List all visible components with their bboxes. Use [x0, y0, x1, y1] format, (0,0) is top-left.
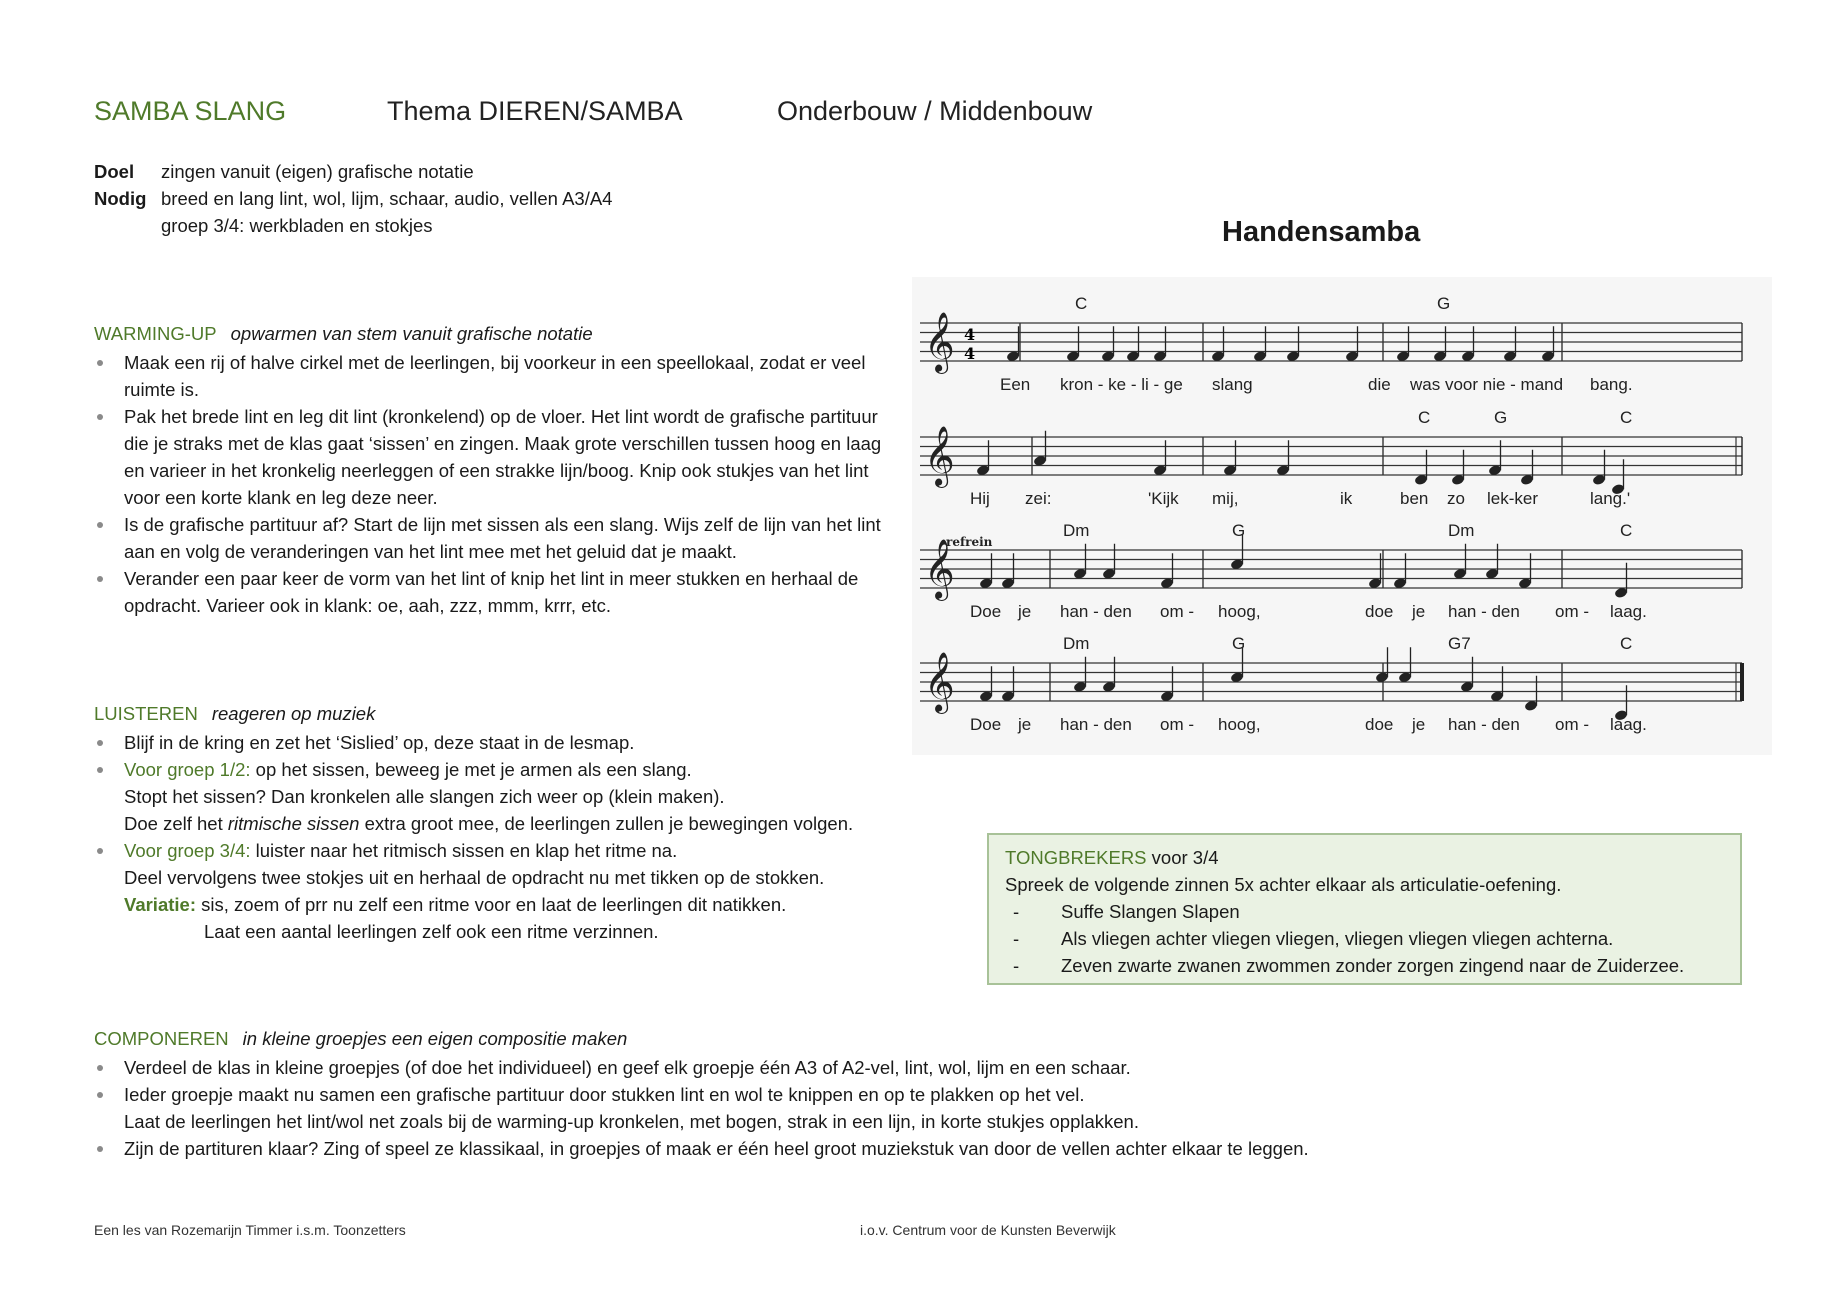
nodig-value-2: groep 3/4: werkbladen en stokjes	[161, 215, 433, 236]
list-item-line: Deel vervolgens twee stokjes uit en herhaal de opdracht nu met tikken op de stokken.	[124, 867, 825, 888]
dash-bullet: -	[1013, 901, 1020, 922]
lyric: laag.	[1610, 715, 1647, 734]
list-item-text: luister naar het ritmisch sissen en klap het ritme na.	[250, 840, 678, 861]
variatie-text: sis, zoem of prr nu zelf een ritme voor en laat de leerlingen dit natikken.	[196, 894, 787, 915]
tongbrekers-box	[987, 833, 1742, 985]
lyric: mij,	[1212, 489, 1239, 508]
list-item	[1005, 925, 1724, 952]
list-item: Maak een rij of halve cirkel met de leerlingen, bij voorkeur in een speellokaal, zodat er veel ruimte is.	[94, 349, 894, 403]
list-item	[94, 837, 994, 864]
lyric: om -	[1160, 715, 1194, 734]
lyric: laag.	[1610, 602, 1647, 621]
warmup-subheading: opwarmen van stem vanuit grafische notatie	[230, 323, 593, 344]
list-item-line: Laat de leerlingen het lint/wol net zoals bij de warming-up kronkelen, met bogen, strak in een lijn, in korte stukjes opplakken.	[124, 1111, 1139, 1132]
chord-symbol: G	[1232, 634, 1246, 653]
doel-label: Doel	[94, 161, 135, 182]
lyric: zo	[1447, 489, 1465, 508]
text-part: Doe zelf het	[124, 813, 228, 834]
lyric: Doe	[970, 602, 1002, 621]
lyric: doe	[1365, 715, 1394, 734]
lyric: lang.'	[1590, 489, 1631, 508]
chord-symbol: G	[1437, 294, 1451, 313]
dash-bullet: -	[1013, 928, 1020, 949]
compose-list-2	[94, 1135, 1594, 1162]
score-title: Handensamba	[1222, 216, 1421, 248]
compose-list	[94, 1054, 1594, 1108]
lyric: je	[1412, 715, 1426, 734]
tongbreker-line: Als vliegen achter vliegen vliegen, vliegen vliegen vliegen achterna.	[1061, 928, 1614, 949]
lesson-level: Onderbouw / Middenbouw	[777, 96, 1093, 126]
treble-clef: 𝄞	[924, 312, 955, 372]
list-item: Is de grafische partituur af? Start de lijn met sissen als een slang. Wijs zelf de lijn van het lint aan en volg de veranderingen van het lint mee met het geluid dat je maakt.	[94, 511, 894, 565]
lyric: was voor nie - mand	[1410, 375, 1564, 394]
treble-clef: 𝄞	[924, 652, 955, 712]
refrein-label: refrein	[946, 535, 993, 549]
lyric: doe	[1365, 602, 1394, 621]
lyric: han - den	[1448, 715, 1520, 734]
lyric: je	[1018, 715, 1032, 734]
lyric: ben	[1400, 489, 1429, 508]
treble-clef: 𝄞	[924, 426, 955, 486]
tongbrekers-intro: Spreek de volgende zinnen 5x achter elkaar als articulatie-oefening.	[1005, 874, 1562, 895]
lyric: han - den	[1060, 715, 1132, 734]
list-item	[1005, 952, 1724, 979]
tongbreker-line: Zeven zwarte zwanen zwommen zonder zorgen zingend naar de Zuiderzee.	[1061, 955, 1685, 976]
time-signature: 4	[964, 344, 976, 363]
chord-symbol: C	[1620, 408, 1633, 427]
list-item-line: Stopt het sissen? Dan kronkelen alle slangen zich weer op (klein maken).	[124, 786, 725, 807]
score-background	[912, 277, 1772, 755]
chord-symbol: C	[1075, 294, 1088, 313]
lyric: bang.	[1590, 375, 1633, 394]
chord-symbol: G	[1494, 408, 1508, 427]
tongbrekers-heading: TONGBREKERS	[1005, 847, 1147, 868]
chord-symbol: Dm	[1063, 521, 1090, 540]
compose-heading: COMPONEREN	[94, 1028, 229, 1049]
list-item: Pak het brede lint en leg dit lint (kronkelend) op de vloer. Het lint wordt de grafische partituur die je straks met de klas gaat ‘sissen’ en zingen. Maak grote verschillen tussen hoog en laag en varieer in het kronkelig neerleggen of een strakke lijn/boog. Knip ook stukjes van het lint voor een korte klank en leg deze neer.	[94, 403, 894, 511]
lyric: Doe	[970, 715, 1002, 734]
list-item: Blijf in de kring en zet het ‘Sislied’ op, deze staat in de lesmap.	[94, 729, 994, 756]
lyric: om -	[1555, 715, 1589, 734]
lyric: kron - ke - li - ge	[1060, 375, 1183, 394]
lyric: slang	[1212, 375, 1253, 394]
lyric: Een	[1000, 375, 1031, 394]
listen-heading: LUISTEREN	[94, 703, 198, 724]
lyric: hoog,	[1218, 715, 1261, 734]
tongbreker-line: Suffe Slangen Slapen	[1061, 901, 1240, 922]
lyric: Hij	[970, 489, 990, 508]
nodig-label: Nodig	[94, 188, 147, 209]
lyric: han - den	[1448, 602, 1520, 621]
doel-value: zingen vanuit (eigen) grafische notatie	[161, 161, 474, 182]
group-label: Voor groep 3/4:	[124, 840, 251, 861]
list-item-text: op het sissen, beweeg je met je armen als een slang.	[250, 759, 692, 780]
chord-symbol: G7	[1448, 634, 1471, 653]
list-item: Verdeel de klas in kleine groepjes (of doe het individueel) en geef elk groepje één A3 of A2-vel, lint, wol, lijm en een schaar.	[94, 1054, 1594, 1081]
chord-symbol: C	[1620, 634, 1633, 653]
text-italic: ritmische sissen	[227, 813, 360, 834]
compose-section	[94, 1025, 1594, 1162]
listen-list-2	[94, 837, 994, 864]
lesson-title: SAMBA SLANG	[94, 96, 287, 126]
text-part: extra groot mee, de leerlingen zullen je bewegingen volgen.	[359, 813, 854, 834]
lyric: je	[1018, 602, 1032, 621]
list-item-line	[94, 810, 994, 837]
lyric: ik	[1340, 489, 1353, 508]
list-item: Zijn de partituren klaar? Zing of speel ze klassikaal, in groepjes of maak er één heel groot muziekstuk van door de vellen achter elkaar te leggen.	[94, 1135, 1594, 1162]
group-label: Voor groep 1/2:	[124, 759, 251, 780]
nodig-value: breed en lang lint, wol, lijm, schaar, audio, vellen A3/A4	[161, 188, 613, 209]
lyric: hoog,	[1218, 602, 1261, 621]
dash-bullet: -	[1013, 955, 1020, 976]
lyric: lek-ker	[1487, 489, 1539, 508]
compose-subheading: in kleine groepjes een eigen compositie maken	[242, 1028, 628, 1049]
treble-clef: 𝄞	[924, 539, 955, 599]
time-signature: 4	[964, 325, 976, 344]
chord-symbol: Dm	[1448, 521, 1475, 540]
variatie-line-2: Laat een aantal leerlingen zelf ook een ritme verzinnen.	[204, 921, 659, 942]
lyric: 'Kijk	[1148, 489, 1179, 508]
chord-symbol: G	[1232, 521, 1246, 540]
chord-symbol: Dm	[1063, 634, 1090, 653]
tongbrekers-heading-suffix: voor 3/4	[1146, 847, 1219, 868]
lyric: je	[1412, 602, 1426, 621]
list-item: Verander een paar keer de vorm van het lint of knip het lint in meer stukken en herhaal de opdracht. Varieer ook in klank: oe, aah, zzz, mmm, krrr, etc.	[94, 565, 894, 619]
lyric: om -	[1555, 602, 1589, 621]
chord-symbol: C	[1418, 408, 1431, 427]
list-item	[1005, 898, 1724, 925]
variatie-label: Variatie:	[124, 894, 196, 915]
footer-credit: Een les van Rozemarijn Timmer i.s.m. Toonzetters	[94, 1222, 406, 1238]
lesson-theme: Thema DIEREN/SAMBA	[387, 96, 683, 126]
chord-symbol: C	[1620, 521, 1633, 540]
lyric: zei:	[1025, 489, 1052, 508]
variatie-line	[94, 891, 994, 918]
listen-subheading: reageren op muziek	[211, 703, 376, 724]
list-item: Ieder groepje maakt nu samen een grafische partituur door stukken lint en wol te knippen en op te plakken op het vel.	[94, 1081, 1594, 1108]
lyric: die	[1368, 375, 1391, 394]
lyric: om -	[1160, 602, 1194, 621]
lyric: han - den	[1060, 602, 1132, 621]
footer-commission: i.o.v. Centrum voor de Kunsten Beverwijk	[860, 1222, 1116, 1238]
warmup-heading: WARMING-UP	[94, 323, 217, 344]
